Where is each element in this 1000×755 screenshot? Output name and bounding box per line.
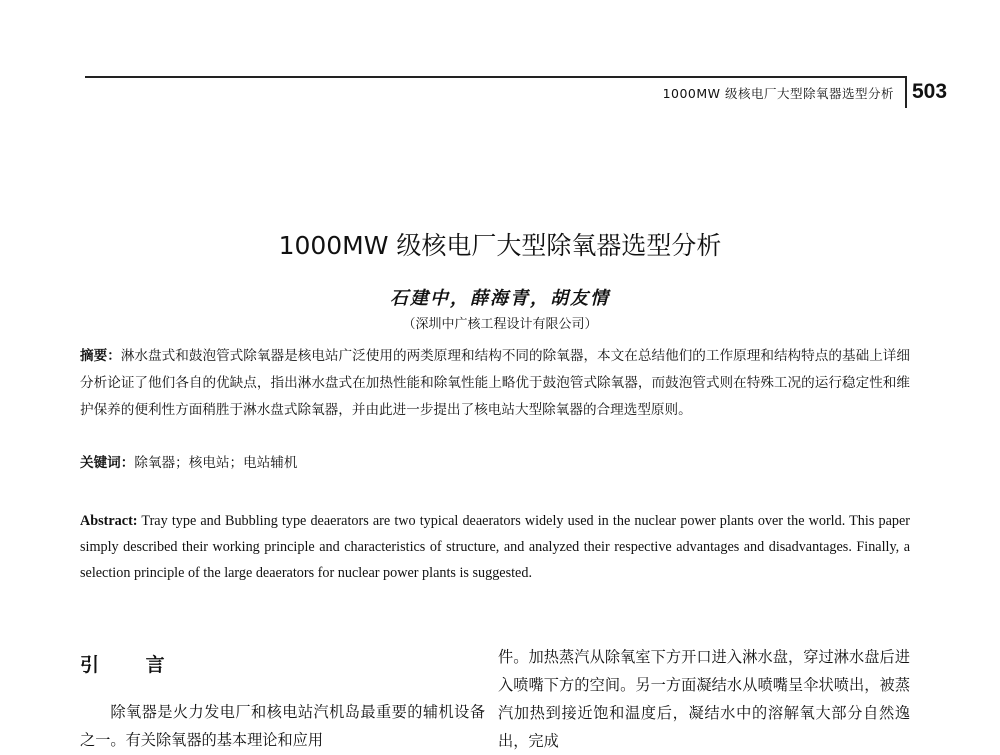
section-heading: 引 言 xyxy=(80,654,165,676)
left-column-paragraph: 除氧器是火力发电厂和核电站汽机岛最重要的辅机设备之一。有关除氧器的基本理论和应用 xyxy=(80,703,485,749)
abstract-cn-label: 摘要： xyxy=(80,348,121,364)
running-title: 1000MW 级核电厂大型除氧器选型分析 xyxy=(662,86,894,101)
page-number: 503 xyxy=(912,80,948,103)
keywords xyxy=(80,451,298,471)
abstract-cn-text: 淋水盘式和鼓泡管式除氧器是核电站广泛使用的两类原理和结构不同的除氧器，本文在总结他们的工作原理和结构特点的基础上详细分析论证了他们各自的优缺点，指出淋水盘式在加热性能和除氧性能上略优于鼓泡管式除氧器，而鼓泡管式则在特殊工况的运行稳定性和维护保养的便利性方面稍胜于淋水盘式除氧器，并由此进一步提出了核电站大型除氧器的合理选型原则。 xyxy=(80,348,911,418)
abstract-en-text: Tray type and Bubbling type deaerators are two typical deaerators widely used in the nuclear power plants over the world. This paper simply described their working principle and characteristics of structure, and analyzed their respective advantages and disadvantages. Finally, a selection principle of the large deaerators for nuclear power plants is suggested. xyxy=(80,513,910,581)
abstract-english xyxy=(80,508,910,586)
authors: 石建中，薛海青，胡友情 xyxy=(390,288,610,309)
header-divider xyxy=(905,76,907,108)
header-rule xyxy=(85,76,906,78)
keywords-label: 关键词： xyxy=(80,455,135,471)
affiliation: （深圳中广核工程设计有限公司） xyxy=(402,317,598,332)
abstract-chinese xyxy=(80,343,910,424)
right-column-paragraph: 件。加热蒸汽从除氧室下方开口进入淋水盘，穿过淋水盘后进入喷嘴下方的空间。另一方面凝结水从喷嘴呈伞状喷出，被蒸汽加热到接近饱和温度后，凝结水中的溶解氧大部分自然逸出，完成 xyxy=(498,648,910,750)
paper-title: 1000MW 级核电厂大型除氧器选型分析 xyxy=(278,231,722,260)
keywords-text: 除氧器；核电站；电站辅机 xyxy=(134,455,298,471)
abstract-en-label: Abstract: xyxy=(80,513,138,529)
